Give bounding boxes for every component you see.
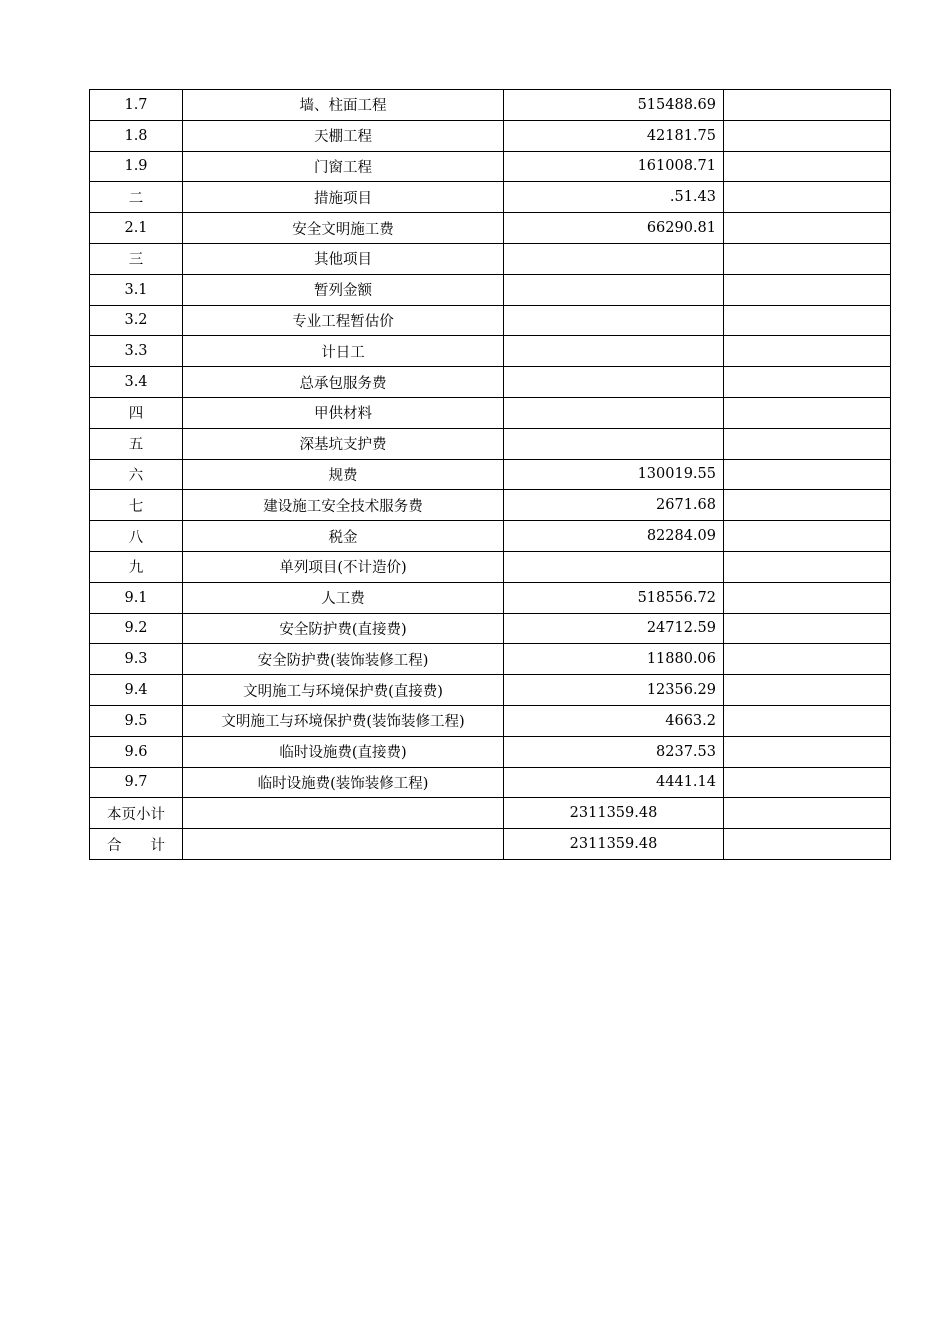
item-number-cell: 三 [90,243,183,274]
total-label-cell: 本页小计 [90,798,183,829]
amount-cell: 4663.2 [504,705,724,736]
remark-cell [724,582,891,613]
remark-cell [724,644,891,675]
remark-cell [724,243,891,274]
amount-cell [504,243,724,274]
amount-cell: 12356.29 [504,675,724,706]
item-number-cell: 六 [90,459,183,490]
item-number-cell: 9.6 [90,736,183,767]
item-number-cell: 3.4 [90,367,183,398]
item-name-cell: 天棚工程 [183,120,504,151]
remark-cell [724,521,891,552]
item-number-cell: 九 [90,551,183,582]
amount-cell [504,428,724,459]
table-row [90,305,891,336]
amount-cell: 11880.06 [504,644,724,675]
item-number-cell: 七 [90,490,183,521]
amount-cell [504,336,724,367]
table-row [90,213,891,244]
remark-cell [724,397,891,428]
remark-cell [724,336,891,367]
item-number-cell: 3.3 [90,336,183,367]
remark-cell [724,459,891,490]
item-name-cell: 安全防护费(装饰装修工程) [183,644,504,675]
item-name-cell: 深基坑支护费 [183,428,504,459]
remark-cell [724,428,891,459]
item-name-cell: 计日工 [183,336,504,367]
item-number-cell: 二 [90,182,183,213]
remark-cell [724,736,891,767]
table-row [90,397,891,428]
item-name-cell: 文明施工与环境保护费(直接费) [183,675,504,706]
amount-cell [504,274,724,305]
table-row [90,736,891,767]
table-row [90,613,891,644]
amount-cell [504,397,724,428]
amount-cell [504,551,724,582]
total-amount-cell: 2311359.48 [504,798,724,829]
total-row [90,829,891,860]
amount-cell: 8237.53 [504,736,724,767]
item-name-cell: 单列项目(不计造价) [183,551,504,582]
amount-cell: 515488.69 [504,90,724,121]
amount-cell: 2671.68 [504,490,724,521]
item-name-cell: 建设施工安全技术服务费 [183,490,504,521]
item-number-cell: 五 [90,428,183,459]
remark-cell [724,367,891,398]
item-number-cell: 1.8 [90,120,183,151]
item-number-cell: 3.1 [90,274,183,305]
table-row [90,705,891,736]
item-number-cell: 2.1 [90,213,183,244]
item-number-cell: 9.4 [90,675,183,706]
table-row [90,644,891,675]
item-name-cell: 临时设施费(装饰装修工程) [183,767,504,798]
table-row [90,428,891,459]
amount-cell: 161008.71 [504,151,724,182]
item-name-cell: 规费 [183,459,504,490]
item-number-cell: 9.1 [90,582,183,613]
table-row [90,675,891,706]
item-name-cell: 临时设施费(直接费) [183,736,504,767]
table-row [90,551,891,582]
item-name-cell: 其他项目 [183,243,504,274]
item-name-cell: 门窗工程 [183,151,504,182]
item-number-cell: 1.7 [90,90,183,121]
item-number-cell: 八 [90,521,183,552]
table-row [90,182,891,213]
table-row [90,767,891,798]
item-name-cell: 措施项目 [183,182,504,213]
item-number-cell: 9.5 [90,705,183,736]
remark-cell [724,551,891,582]
remark-cell [724,274,891,305]
amount-cell [504,305,724,336]
table-row [90,90,891,121]
item-name-cell: 人工费 [183,582,504,613]
item-number-cell: 9.2 [90,613,183,644]
total-label-cell: 合 计 [90,829,183,860]
table-row [90,521,891,552]
item-name-cell: 文明施工与环境保护费(装饰装修工程) [183,705,504,736]
item-name-cell: 安全防护费(直接费) [183,613,504,644]
item-number-cell: 9.3 [90,644,183,675]
table-row [90,336,891,367]
item-number-cell: 9.7 [90,767,183,798]
remark-cell [724,182,891,213]
total-row [90,798,891,829]
item-name-cell: 墙、柱面工程 [183,90,504,121]
item-name-cell: 专业工程暂估价 [183,305,504,336]
amount-cell: 82284.09 [504,521,724,552]
remark-cell [724,705,891,736]
cost-summary-table [89,89,891,860]
remark-cell [724,90,891,121]
item-name-cell: 税金 [183,521,504,552]
item-name-cell: 总承包服务费 [183,367,504,398]
amount-cell: 4441.14 [504,767,724,798]
total-name-cell [183,829,504,860]
remark-cell [724,151,891,182]
remark-cell [724,613,891,644]
total-remark-cell [724,798,891,829]
amount-cell: 42181.75 [504,120,724,151]
amount-cell: 518556.72 [504,582,724,613]
cost-summary-table-body [90,90,891,860]
remark-cell [724,675,891,706]
item-number-cell: 1.9 [90,151,183,182]
table-row [90,582,891,613]
total-remark-cell [724,829,891,860]
total-name-cell [183,798,504,829]
amount-cell [504,367,724,398]
total-amount-cell: 2311359.48 [504,829,724,860]
table-row [90,274,891,305]
remark-cell [724,120,891,151]
item-name-cell: 安全文明施工费 [183,213,504,244]
remark-cell [724,490,891,521]
item-number-cell: 3.2 [90,305,183,336]
item-name-cell: 暂列金额 [183,274,504,305]
remark-cell [724,213,891,244]
remark-cell [724,767,891,798]
table-row [90,120,891,151]
amount-cell: 130019.55 [504,459,724,490]
table-row [90,490,891,521]
table-row [90,151,891,182]
item-number-cell: 四 [90,397,183,428]
table-row [90,459,891,490]
table-row [90,243,891,274]
remark-cell [724,305,891,336]
table-row [90,367,891,398]
item-name-cell: 甲供材料 [183,397,504,428]
amount-cell: 66290.81 [504,213,724,244]
amount-cell: .51.43 [504,182,724,213]
amount-cell: 24712.59 [504,613,724,644]
